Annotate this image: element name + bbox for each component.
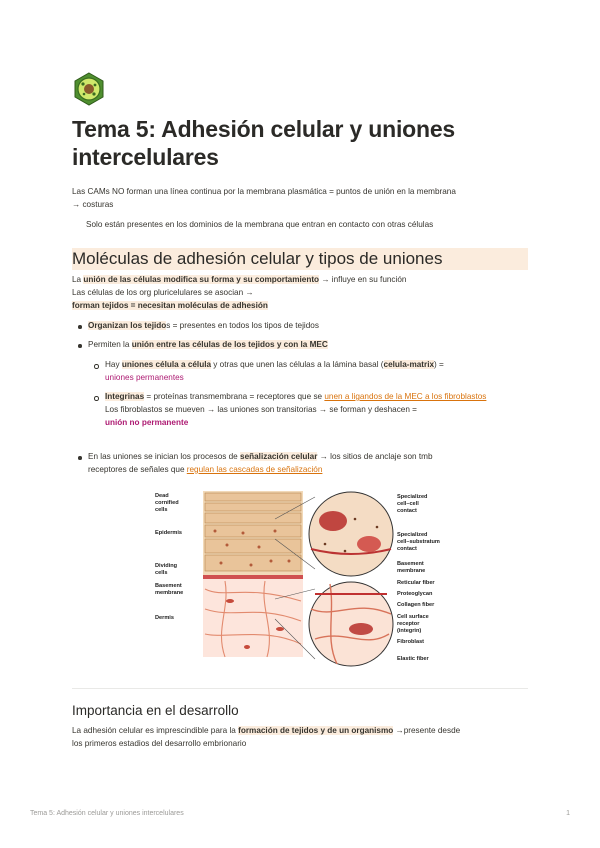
paragraph-union: [72, 274, 406, 287]
highlighted-text: uniones célula a célula: [121, 360, 212, 369]
figure-label: Cell surface: [397, 614, 429, 620]
section-heading-desarrollo: Importancia en el desarrollo: [72, 703, 239, 718]
text-segment: La: [72, 275, 84, 284]
list-item: [88, 339, 328, 352]
text-segment: Los fibroblastos se mueven → las uniones son transitorias → se forman y deshacen =: [105, 404, 417, 414]
text-segment: → influye en su función: [319, 275, 407, 284]
sub-list-item: [105, 359, 525, 385]
figure-label: membrane: [155, 590, 184, 596]
figure-label: contact: [397, 546, 417, 552]
figure-label: cells: [155, 570, 168, 576]
text-segment: = proteínas transmembrana = receptores que se: [144, 392, 325, 401]
figure-label: Dermis: [155, 615, 174, 621]
figure-label: cells: [155, 507, 168, 513]
highlighted-text: señalización celular: [240, 452, 318, 461]
divider: [72, 688, 528, 689]
figure-label: membrane: [397, 568, 426, 574]
text-segment: y otras que unen las células a la lámina basal (: [211, 360, 384, 369]
paragraph-forman: [72, 300, 268, 313]
figure-label: Dead: [155, 493, 169, 499]
figure-label: Epidermis: [155, 530, 183, 536]
intro-line-3: Solo están presentes en los dominios de la membrana que entran en contacto con otras células: [86, 220, 434, 229]
figure-label: Proteoglycan: [397, 591, 433, 597]
text-segment: ) =: [434, 360, 444, 369]
text-segment: receptores de señales que: [88, 464, 187, 474]
figure-label: Basement: [397, 561, 424, 567]
text-segment: Permiten la: [88, 340, 132, 349]
figure-label: (integrin): [397, 628, 422, 634]
figure-label: Reticular fiber: [397, 580, 435, 586]
highlighted-text: forman tejidos = necesitan moléculas de adhesión: [72, 301, 268, 310]
figure-label: receptor: [397, 621, 420, 627]
highlighted-text: Integrinas: [105, 392, 145, 401]
highlighted-text: unión entre las células de los tejidos y con la MEC: [131, 340, 328, 349]
figure-label: contact: [397, 508, 417, 514]
figure-label: Basement: [155, 583, 182, 589]
paragraph-desarrollo: [72, 725, 460, 738]
footer-title: Tema 5: Adhesión celular y uniones intercelulares: [30, 810, 184, 817]
page-number: 1: [566, 810, 570, 817]
intro-line-2: → costuras: [72, 200, 114, 209]
orange-link-text: regulan las cascadas de señalización: [186, 464, 323, 474]
text-segment: En las uniones se inician los procesos de: [88, 452, 241, 461]
figure-label: Specialized: [397, 494, 428, 500]
figure-label: cell–substratum: [397, 539, 440, 545]
pink-text: uniones permanentes: [105, 372, 184, 382]
figure-label: cornified: [155, 500, 179, 506]
highlighted-text: formación de tejidos y de un organismo: [238, 726, 394, 735]
figure-label: Elastic fiber: [397, 656, 429, 662]
page-footer: [30, 810, 570, 817]
section-heading-moleculas: Moléculas de adhesión celular y tipos de uniones: [72, 248, 528, 270]
paragraph-asocian: Las células de los org pluricelulares se asocian →: [72, 288, 254, 297]
figure-label: Specialized: [397, 532, 428, 538]
skin-tissue-figure: [155, 489, 445, 667]
figure-label: Fibroblast: [397, 639, 425, 645]
figure-label: cell–cell: [397, 501, 419, 507]
text-segment: s = presentes en todos los tipos de tejidos: [166, 321, 319, 330]
text-segment: → los sitios de anclaje son tmb: [317, 452, 433, 461]
figure-label: Collagen fiber: [397, 602, 435, 608]
orange-link-text: unen a ligandos de la MEC a los fibroblastos: [324, 392, 487, 401]
pink-text: unión no permanente: [105, 417, 189, 427]
list-item: [88, 451, 528, 477]
text-segment: →presente desde: [393, 726, 461, 735]
cell-icon: [72, 72, 106, 106]
figure-label: Dividing: [155, 563, 178, 569]
highlighted-text: unión de las células modifica su forma y su comportamiento: [83, 275, 320, 284]
text-segment: Hay: [105, 360, 122, 369]
intro-line-1: Las CAMs NO forman una línea continua por la membrana plasmática = puntos de unión en la membrana: [72, 187, 456, 196]
paragraph-desarrollo-2: los primeros estadios del desarrollo embrionario: [72, 739, 247, 748]
list-item: [88, 320, 319, 333]
sub-list-item: [105, 391, 525, 429]
page-title: Tema 5: Adhesión celular y uniones intercelulares: [72, 116, 456, 170]
highlighted-text: Organizan los tejido: [88, 321, 167, 330]
text-segment: La adhesión celular es imprescindible para la: [72, 726, 239, 735]
highlighted-text: celula-matrix: [383, 360, 435, 369]
